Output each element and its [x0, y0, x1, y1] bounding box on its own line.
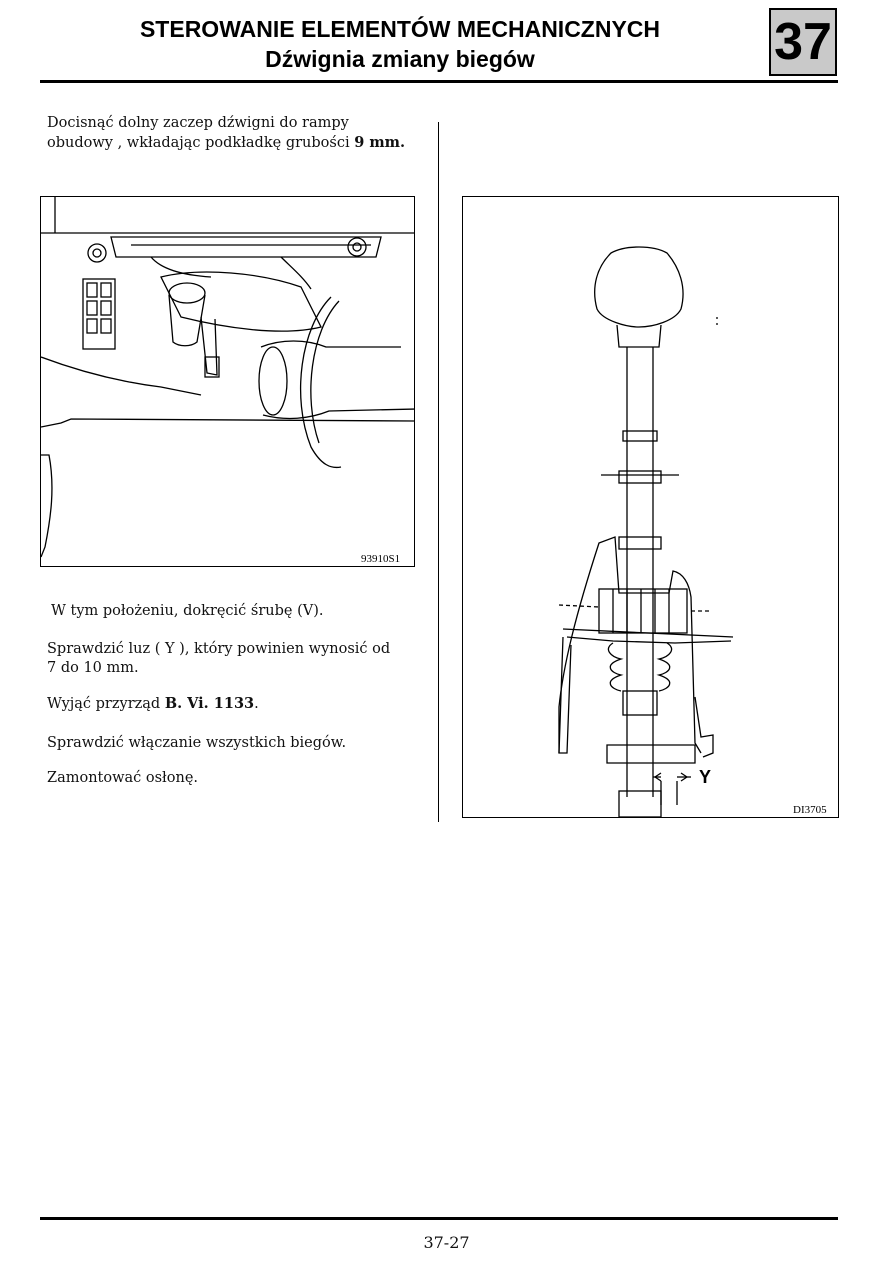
step-check-gears: Sprawdzić włączanie wszystkich biegów. — [47, 735, 347, 751]
step-tighten: W tym położeniu, dokręcić śrubę (V). — [51, 603, 324, 619]
figure2-reference: DI3705 — [793, 804, 827, 816]
intro-paragraph — [47, 114, 417, 153]
step-fit-cover: Zamontować osłonę. — [47, 770, 199, 786]
tool-reference: B. Vi. 1133 — [164, 695, 255, 712]
step-check-play: Sprawdzić luz ( Y ), który powinien wynosić od 7 do 10 mm. — [47, 641, 391, 676]
figure-steering-column — [40, 196, 415, 567]
page-title — [40, 14, 760, 74]
subsection-title: Dźwignia zmiany biegów — [265, 46, 535, 72]
page-number: 37-27 — [423, 1233, 470, 1252]
section-title: STEROWANIE ELEMENTÓW MECHANICZNYCH — [139, 16, 661, 42]
play-dimension-label: Y — [699, 767, 712, 787]
step-remove-end: . — [254, 696, 259, 712]
chapter-badge: 37 — [769, 8, 837, 76]
gear-lever-cross-section — [463, 197, 839, 818]
intro-bold: 9 mm. — [354, 134, 406, 151]
intro-text: Docisnąć dolny zaczep dźwigni do rampy obudowy , wkładając podkładkę grubości — [47, 115, 355, 151]
footer-divider — [40, 1217, 838, 1220]
step-remove-tool — [47, 694, 417, 714]
steering-column-illustration — [41, 197, 415, 567]
step-remove-text: Wyjąć przyrząd — [47, 696, 165, 712]
column-divider — [438, 122, 439, 822]
figure1-reference: 93910S1 — [361, 553, 401, 565]
figure-gear-lever — [462, 196, 839, 818]
header-divider — [40, 80, 838, 83]
